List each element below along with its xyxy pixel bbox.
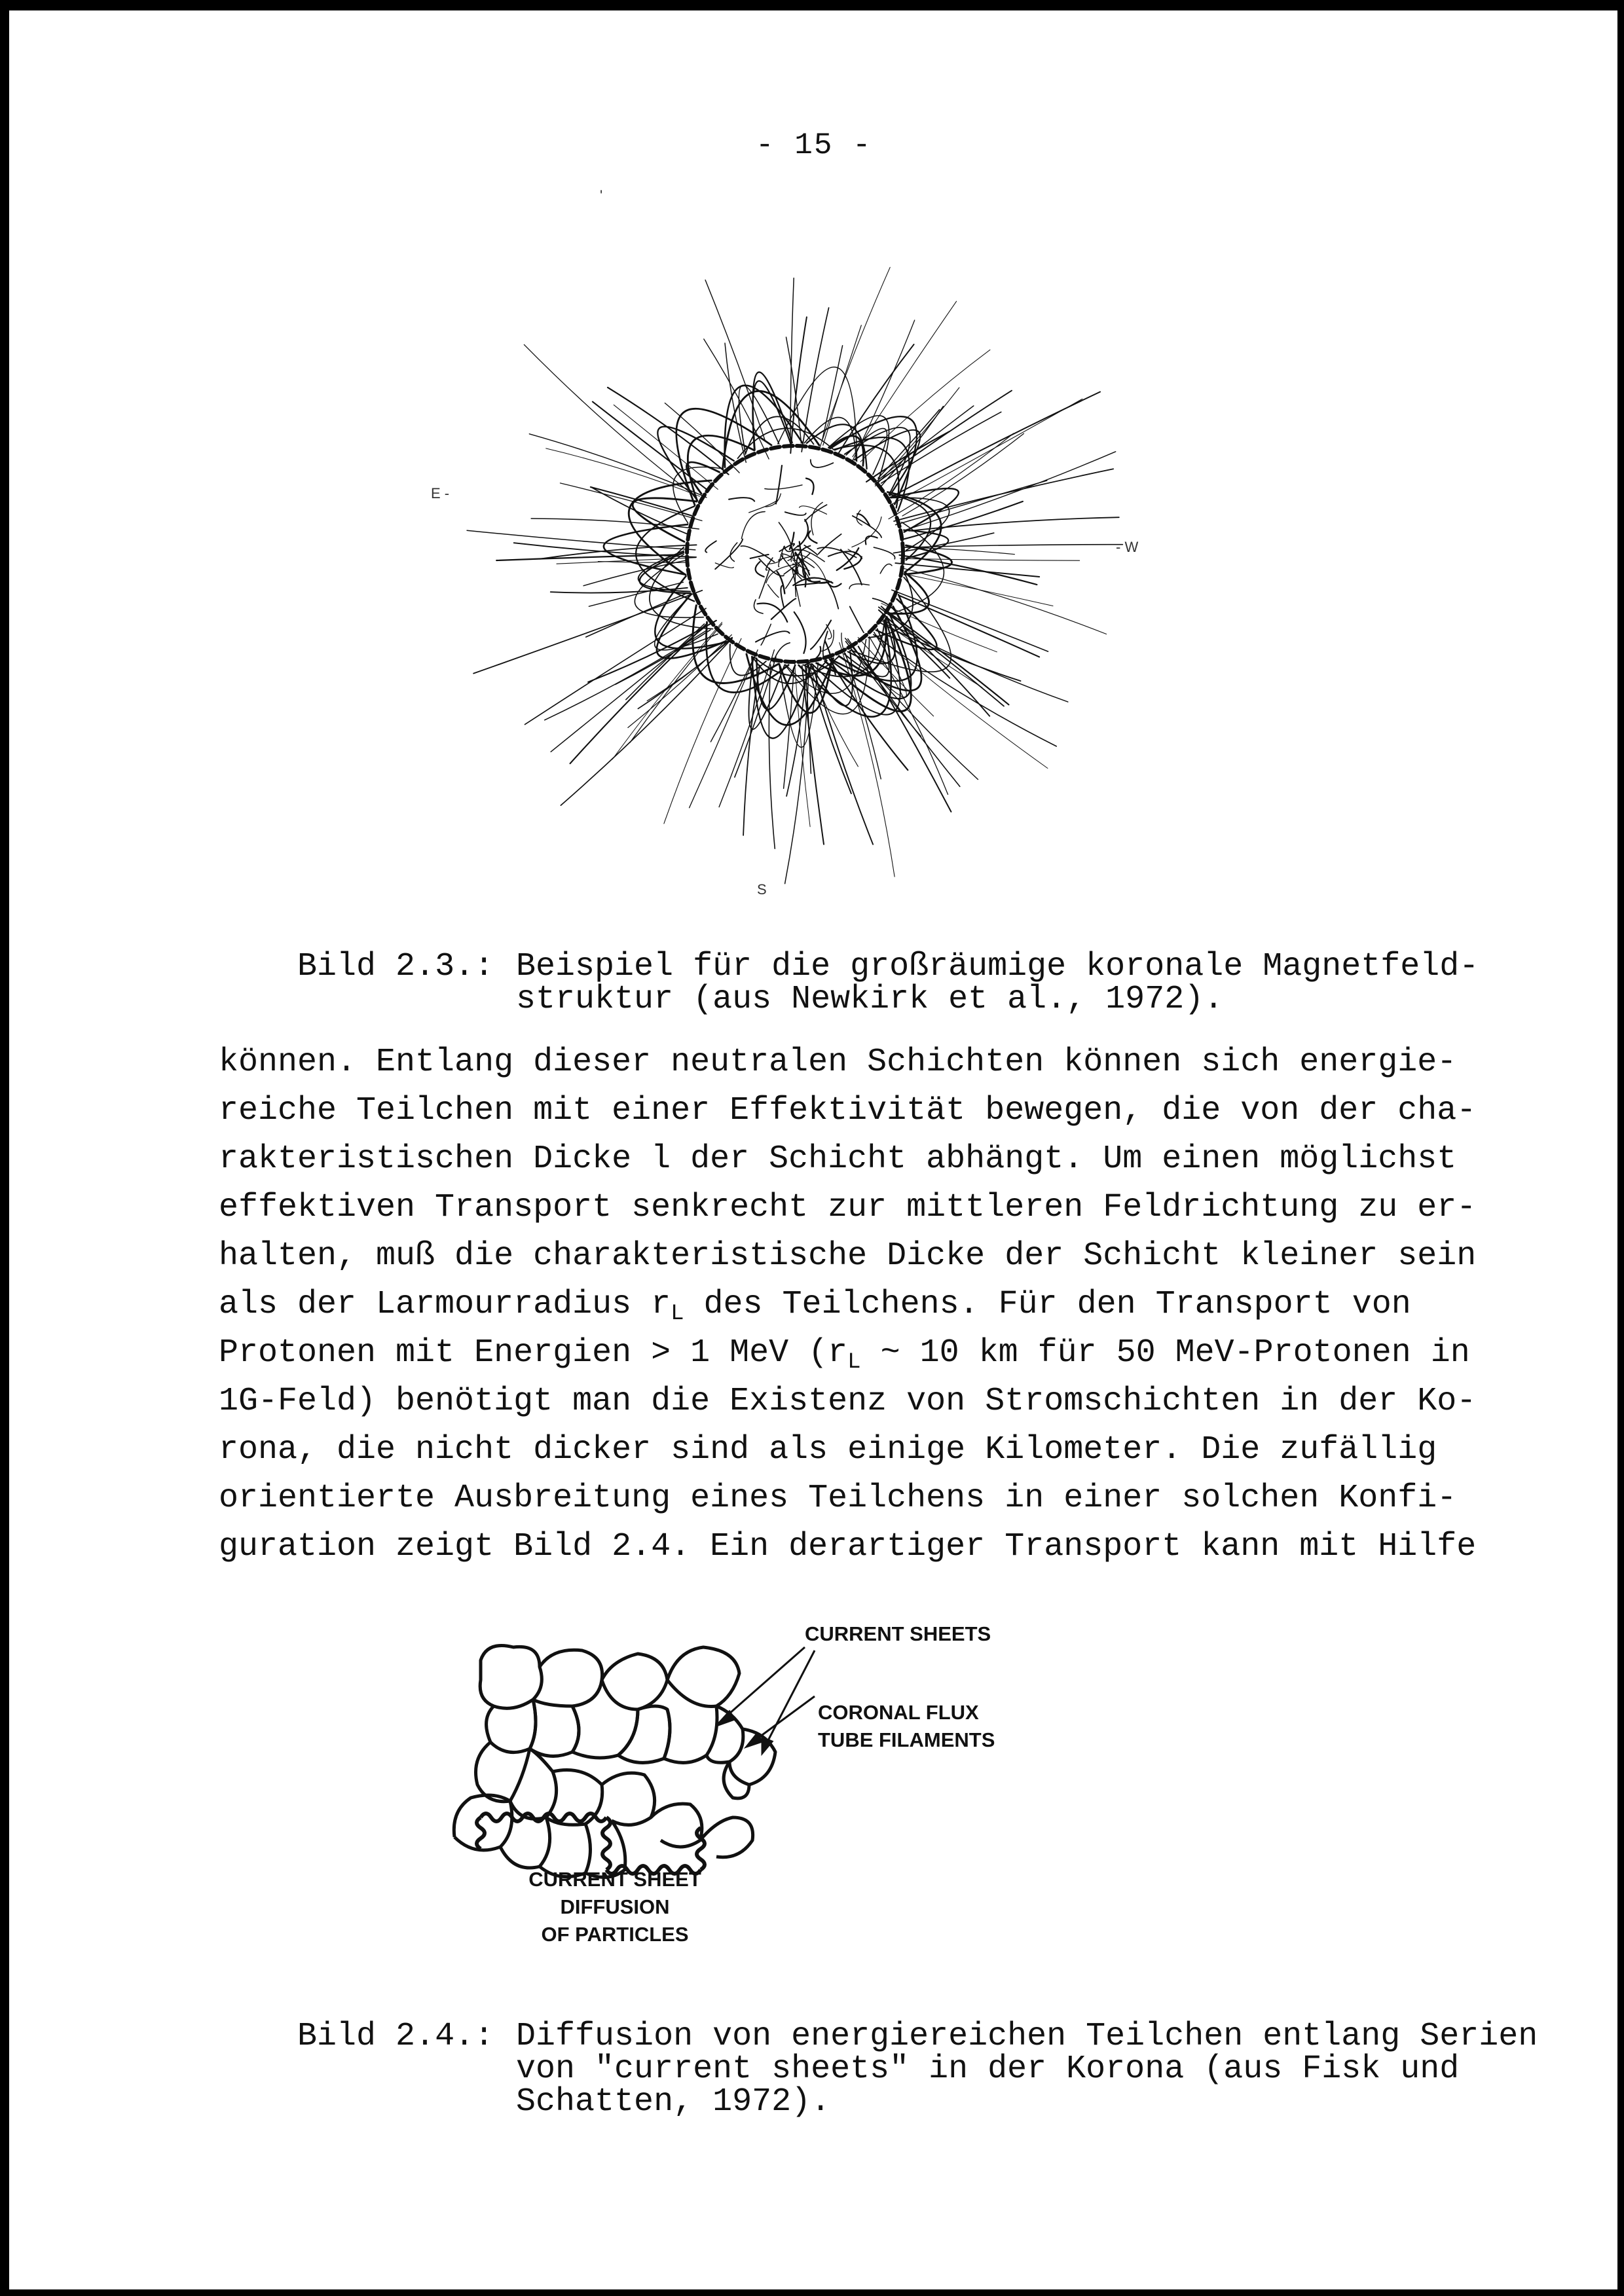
caption-line: Diffusion von energiereichen Teilchen entlang Serien: [516, 2018, 1538, 2055]
field-line: [561, 483, 703, 521]
field-line: [903, 568, 1107, 634]
field-line: [889, 392, 1100, 499]
field-line: [524, 344, 696, 498]
field-line: [705, 541, 716, 552]
compass-west-label: - W: [1116, 539, 1139, 555]
subscript-L: L: [671, 1302, 684, 1326]
current-sheets-diagram: [441, 1621, 1057, 1961]
body-line: Protonen mit Energien > 1 MeV ($r_L$ ~ 10 km für 50 MeV-Protonen in: [219, 1334, 1470, 1375]
field-line: [561, 638, 732, 805]
figure-2-4-caption: [219, 1988, 1538, 2151]
subscript-L: L: [847, 1350, 861, 1375]
field-line: [853, 301, 957, 457]
caption-line: von "current sheets" in der Korona (aus Fisk und: [516, 2050, 1460, 2088]
field-line: [756, 631, 790, 642]
body-line: halten, muß die charakteristische Dicke der Schicht kleiner sein: [219, 1237, 1477, 1275]
body-line: rona, die nicht dicker sind als einige Kilometer. Die zufällig: [219, 1431, 1437, 1468]
field-line: [608, 388, 729, 475]
body-line: orientierte Ausbreitung eines Teilchens in einer solchen Konfi-: [219, 1480, 1457, 1517]
compass-south-label: S: [757, 881, 767, 898]
field-line: [807, 662, 851, 793]
field-line: [811, 502, 822, 535]
label-current-sheet-diffusion-3: OF PARTICLES: [541, 1923, 689, 1946]
field-line: [704, 339, 769, 459]
body-line: effektiven Transport senkrecht zur mittleren Feldrichtung zu er-: [219, 1189, 1477, 1226]
field-line: [749, 500, 777, 513]
compass-north-label: ': [600, 187, 603, 204]
field-line: [819, 534, 841, 555]
label-tube-filaments: TUBE FILAMENTS: [818, 1728, 995, 1751]
caption-label: Bild 2.4.:: [297, 2018, 494, 2055]
body-line: rakteristischen Dicke l der Schicht abhängt. Um einen möglichst: [219, 1140, 1457, 1178]
caption-line: struktur (aus Newkirk et al., 1972).: [516, 981, 1224, 1018]
flux-tube-cells: [454, 1646, 775, 1878]
field-line: [614, 405, 718, 489]
field-line: [729, 498, 754, 501]
field-line: [741, 512, 765, 539]
field-line: [849, 584, 869, 589]
field-line: [811, 621, 831, 649]
field-line: [874, 547, 895, 559]
field-line: [895, 563, 1039, 577]
field-line: [811, 460, 834, 467]
label-current-sheet-diffusion-1: CURRENT SHEET: [528, 1868, 701, 1891]
field-line: [768, 585, 779, 598]
caption-line: Beispiel für die großräumige koronale Magnetfeld-: [516, 948, 1479, 985]
caption-line: Schatten, 1972).: [516, 2083, 831, 2121]
field-line: [857, 510, 862, 525]
label-current-sheets: CURRENT SHEETS: [805, 1622, 991, 1645]
body-line: reiche Teilchen mit einer Effektivität bewegen, die von der cha-: [219, 1092, 1477, 1129]
field-line: [881, 412, 1001, 483]
body-paragraph: [219, 1046, 1502, 1579]
field-line: [881, 606, 990, 716]
field-line: [785, 512, 806, 515]
field-line: [664, 638, 741, 824]
field-line: [794, 612, 806, 653]
field-line: [598, 562, 688, 563]
caption-label: Bild 2.3.:: [297, 948, 494, 985]
field-line: [754, 600, 763, 613]
field-line: [529, 434, 706, 498]
field-lines: [467, 267, 1122, 883]
field-line: [896, 481, 1047, 525]
field-line: [850, 606, 864, 632]
field-line: [806, 479, 814, 494]
page-number: - 15 -: [756, 128, 872, 162]
figure-2-3-caption: [219, 918, 1479, 1049]
field-line: [866, 536, 877, 545]
coronal-magnetic-field-figure: [428, 187, 1175, 901]
field-line: [879, 607, 1004, 706]
body-line: können. Entlang dieser neutralen Schichten können sich energie-: [219, 1044, 1457, 1081]
field-line: [771, 598, 796, 619]
label-coronal-flux: CORONAL FLUX: [818, 1701, 979, 1724]
field-line: [756, 562, 764, 577]
field-line: [525, 608, 707, 724]
field-line: [741, 546, 774, 562]
field-line: [591, 487, 693, 516]
field-line: [830, 416, 917, 504]
compass-east-label: E -: [431, 485, 450, 501]
field-line: [531, 519, 699, 529]
field-line: [765, 485, 802, 490]
field-line: [880, 564, 892, 573]
label-current-sheet-diffusion-2: DIFFUSION: [560, 1895, 670, 1918]
field-line: [830, 613, 911, 699]
body-line: guration zeigt Bild 2.4. Ein derartiger Transport kann mit Hilfe: [219, 1528, 1477, 1565]
body-line: als der Larmourradius $r_L$ des Teilchens. Für den Transport von: [219, 1286, 1411, 1326]
body-line: 1G-Feld) benötigt man die Existenz von Stromschichten in der Ko-: [219, 1383, 1477, 1420]
field-line: [759, 568, 769, 598]
